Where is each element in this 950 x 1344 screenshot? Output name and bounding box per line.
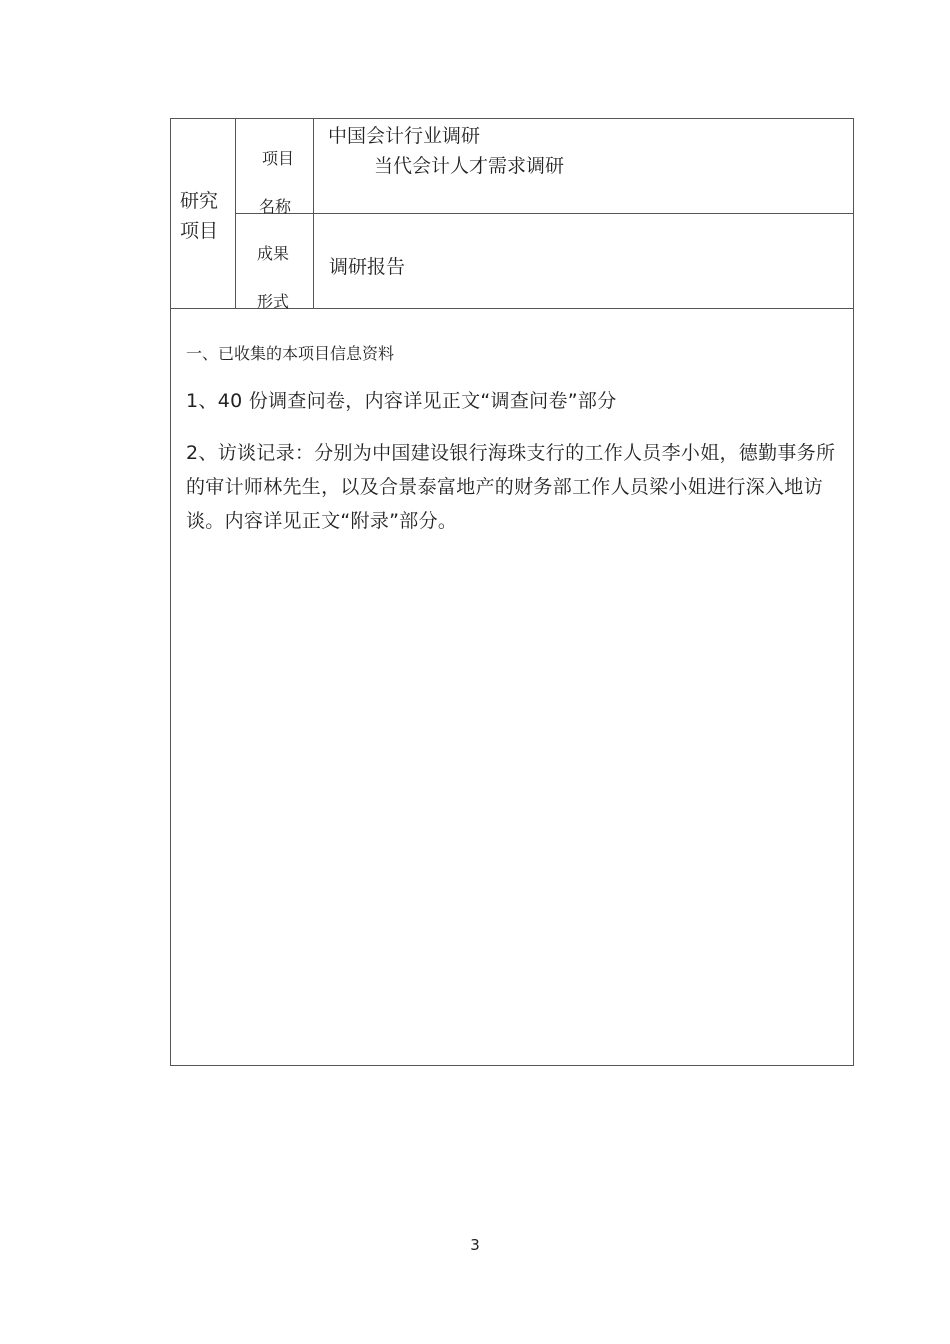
research-label-line1: 研究 [180,190,219,212]
project-name-label-line2: 名称 [259,197,292,216]
divider [235,213,854,214]
research-label-line2: 项目 [180,220,219,242]
section-heading: 一、已收集的本项目信息资料 [186,344,395,363]
research-project-label [180,186,218,246]
project-name-label-line1: 项目 [262,149,295,168]
collected-item-2: 2、访谈记录：分别为中国建设银行海珠支行的工作人员李小姐，德勤事务所的审计师林先生，以及合景泰富地产的财务部工作人员梁小姐进行深入地访谈。内容详见正文“附录”部分。 [186,442,836,532]
content-section [186,340,846,556]
project-name-value-line1: 中国会计行业调研 [328,125,481,147]
result-form-label-line2: 形式 [257,292,290,311]
collected-item-1: 1、40 份调查问卷，内容详见正文“调查问卷”部分 [186,390,617,412]
page-number: 3 [470,1236,480,1254]
result-form-label-line1: 成果 [257,244,290,263]
project-name-value-line2: 当代会计人才需求调研 [374,155,565,177]
result-form-value: 调研报告 [329,256,406,278]
